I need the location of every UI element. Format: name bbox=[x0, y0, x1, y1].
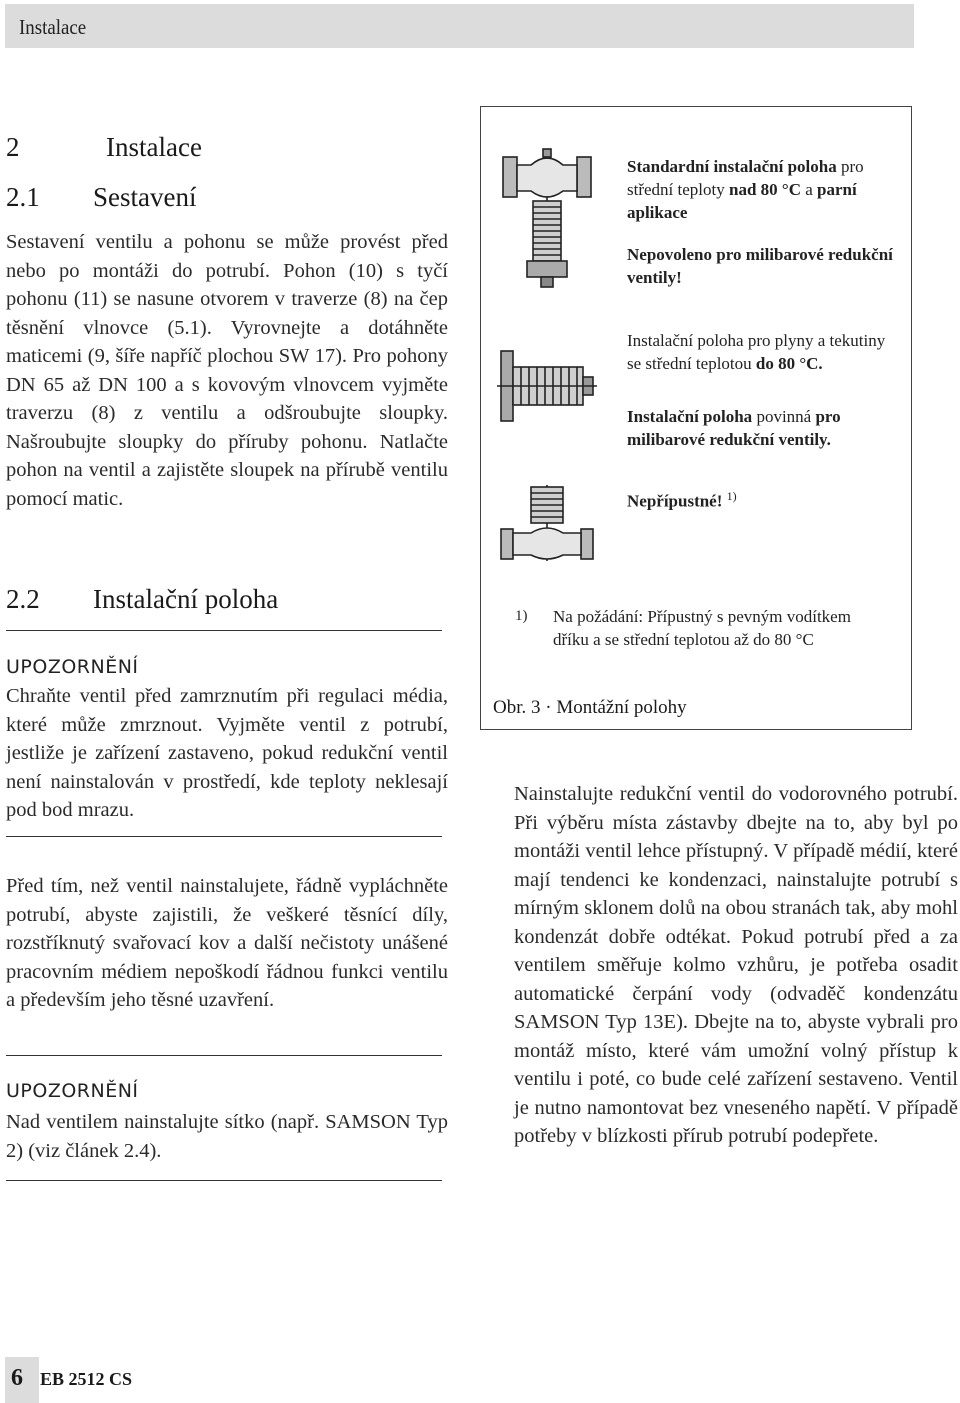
section-title: Instalační poloha bbox=[93, 584, 279, 614]
section-2-2-body: Před tím, než ventil nainstalujete, řádně vypláchněte potrubí, abyste zajistili, že veškeré těsnící díly, rozstříknutý svařovací kov a další nečistoty unášené pracovním médiem nepoškodí řádnou funkci ventilu a především jeho těsné uzavření. bbox=[6, 875, 448, 1011]
section-number: 2.2 bbox=[6, 584, 40, 614]
warning-body: Nad ventilem nainstalujte sítko (např. SAMSON Typ 2) (viz článek 2.4). bbox=[6, 1111, 448, 1162]
note-bold: Instalační poloha bbox=[627, 407, 753, 426]
figure-mounting-positions bbox=[480, 106, 912, 730]
divider bbox=[6, 836, 442, 837]
page-header bbox=[5, 4, 914, 48]
valve-upright-icon bbox=[497, 147, 597, 297]
figure-caption: Obr. 3 · Montážní polohy bbox=[493, 697, 687, 718]
figure-note-standard bbox=[627, 155, 897, 224]
section-2-heading bbox=[6, 132, 446, 166]
page-number-box bbox=[5, 1357, 39, 1403]
note-bold: parní aplikace bbox=[627, 180, 857, 222]
section-2-1-heading bbox=[6, 182, 446, 216]
section-number: 2.1 bbox=[6, 182, 40, 212]
note-bold: nad 80 °C bbox=[728, 180, 801, 199]
note-text: pro střední teploty bbox=[627, 157, 864, 199]
section-title: Sestavení bbox=[93, 182, 197, 212]
figure-note-gases-liquids bbox=[627, 329, 897, 375]
header-title: Instalace bbox=[19, 15, 87, 39]
divider bbox=[6, 630, 442, 631]
note-text: a bbox=[800, 180, 818, 199]
section-title: Instalace bbox=[106, 132, 202, 162]
note-bold: pro milibarové redukční ventily. bbox=[627, 407, 841, 449]
note-text: Instalační poloha pro plyny a tekutiny se střední teplotou bbox=[627, 331, 886, 373]
warning-title: UPOZORNĚNÍ bbox=[6, 656, 139, 678]
divider bbox=[6, 1180, 442, 1181]
page-number: 6 bbox=[11, 1365, 23, 1391]
section-2-2-heading bbox=[6, 584, 446, 618]
note-bold: Standardní instalační poloha bbox=[627, 157, 837, 176]
footnote-text bbox=[553, 605, 903, 651]
warning-title: UPOZORNĚNÍ bbox=[6, 1080, 139, 1102]
figure-note-not-allowed bbox=[627, 243, 897, 289]
installation-body: Nainstalujte redukční ventil do vodorovného potrubí. Při výběru místa zástavby dbejte na to, aby byl po montáži ventil lehce přístupný. V případě médií, které mají tendenci ke kondenzaci, nainstalujte potrubí s mírným sklonem dolů na obou stranách tak, aby mohl kondenzát dobře odtékat. Pokud potrubí před a za ventilem směřuje kolmo vzhůru, je potřeba osadit automatické čerpání vody (odvaděč kondenzátu SAMSON Typ 13E). Dbejte na to, abyste vybrali pro montáž místo, které vám umožní volný přístup k ventilu i poté, co bude celé zařízení sestaveno. Ventil je nutno namontovat bez vneseného napětí. V případě potřeby v blízkosti přírub potrubí podepřete. bbox=[514, 783, 958, 1147]
footnote-mark: 1) bbox=[515, 608, 528, 624]
note-bold: Nepřípustné! bbox=[627, 491, 723, 511]
divider bbox=[6, 1055, 442, 1056]
figure-note-mandatory bbox=[627, 405, 897, 451]
footnote-line: dříku a se střední teplotou až do 80 °C bbox=[553, 630, 814, 649]
section-2-1-body: Sestavení ventilu a pohonu se může provést před nebo po montáži do potrubí. Pohon (10) s tyčí pohonu (11) se nasune otvorem v traverze (8) na čep těsnění vlnovce (5.1). Vyrovnejte a dotáhněte maticemi (9, šíře napříč plochou SW 17). Pro pohony DN 65 až DN 100 a s kovovým vlnovcem vyjměte traverzu (8) z ventilu a odšroubujte sloupky. Našroubujte sloupky do příruby pohonu. Natlačte pohon na ventil a zajistěte sloupek na přírubě ventilu pomocí matic. bbox=[6, 231, 448, 510]
valve-horizontal-icon bbox=[497, 327, 597, 447]
footnote-line: Na požádání: Přípustný s pevným vodítkem bbox=[553, 607, 851, 626]
note-text: povinná bbox=[752, 407, 816, 426]
document-id: EB 2512 CS bbox=[40, 1369, 133, 1389]
figure-note-not-permissible bbox=[627, 485, 897, 513]
note-bold: Nepovoleno pro milibarové redukční ventily! bbox=[627, 245, 893, 287]
footnote-ref: 1) bbox=[726, 489, 737, 503]
section-number: 2 bbox=[6, 132, 20, 162]
warning-body: Chraňte ventil před zamrznutím při regulaci média, které může zmrznout. Vyjměte ventil z potrubí, jestliže je zařízení zastaveno, pokud redukční ventil není nainstalován v prostředí, kde teploty neklesají pod bod mrazu. bbox=[6, 685, 448, 821]
note-bold: do 80 °C. bbox=[755, 354, 823, 373]
valve-inverted-icon bbox=[497, 483, 597, 563]
